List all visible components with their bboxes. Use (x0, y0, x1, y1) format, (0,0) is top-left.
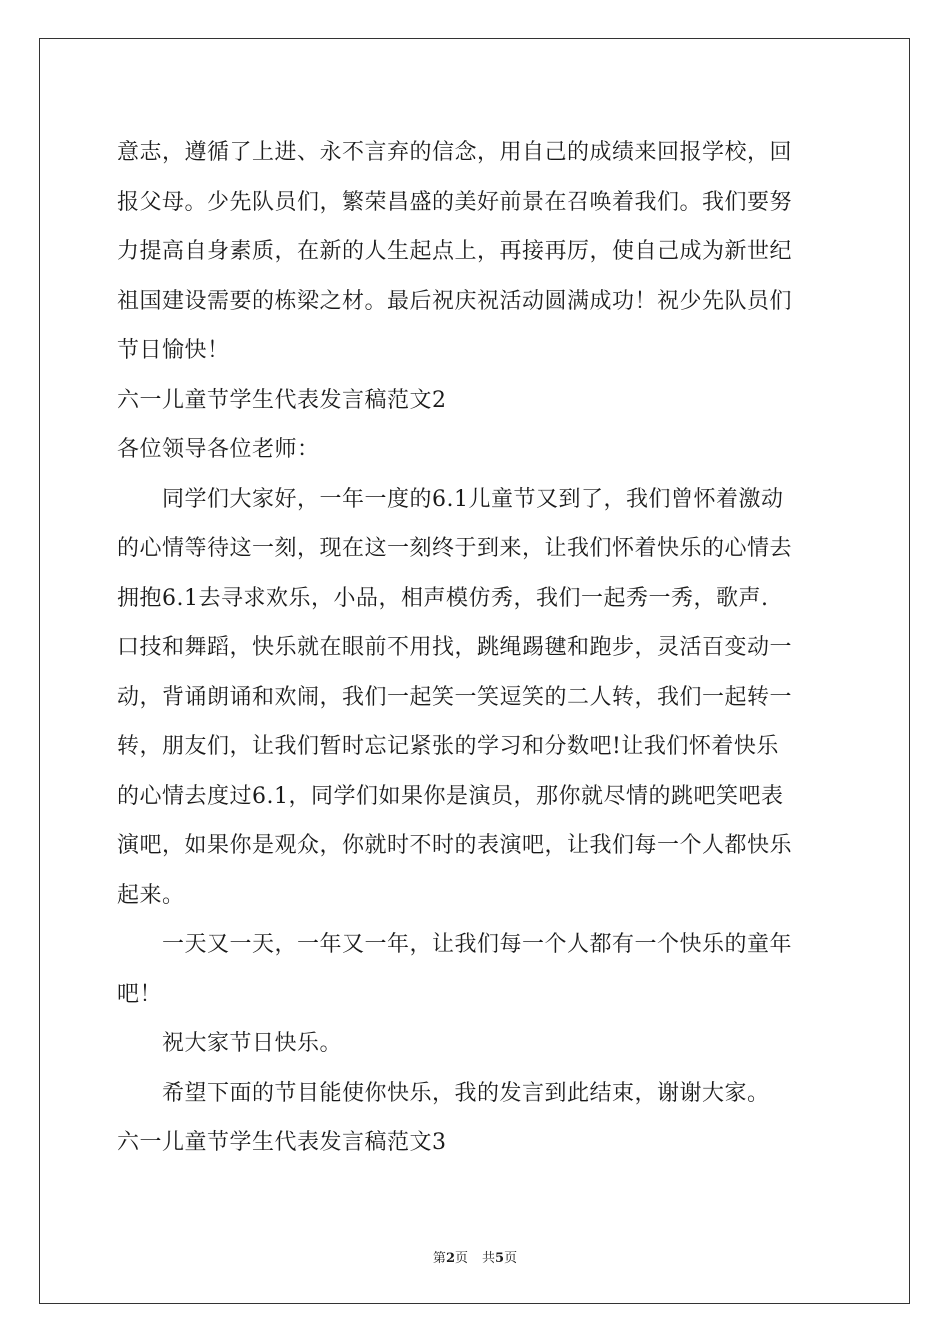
section-heading: 六一儿童节学生代表发言稿范文2 (117, 387, 447, 413)
page-prefix: 第 (432, 1251, 446, 1266)
text-line: 动，背诵朗诵和欢闹，我们一起笑一笑逗笑的二人转，我们一起转一 (117, 684, 793, 710)
text-line: 报父母。少先队员们，繁荣昌盛的美好前景在召唤着我们。我们要努 (117, 189, 793, 215)
text-line: 同学们大家好，一年一度的6.1儿童节又到了，我们曾怀着激动 (162, 486, 784, 512)
text-line: 祖国建设需要的栋梁之材。最后祝庆祝活动圆满成功！祝少先队员们 (117, 288, 793, 314)
text-line: 的心情去度过6.1，同学们如果你是演员，那你就尽情的跳吧笑吧表 (117, 783, 784, 809)
page-footer (0, 1247, 950, 1266)
text-line: 吧！ (117, 981, 163, 1007)
text-line: 的心情等待这一刻，现在这一刻终于到来，让我们怀着快乐的心情去 (117, 536, 793, 561)
text-line: 一天又一天，一年又一年，让我们每一个人都有一个快乐的童年 (162, 932, 793, 957)
text-line: 希望下面的节目能使你快乐，我的发言到此结束，谢谢大家。 (162, 1080, 770, 1106)
page-suffix: 页 (454, 1251, 468, 1266)
document-body (117, 128, 833, 1168)
text-line: 力提高自身素质，在新的人生起点上，再接再厉，使自己成为新世纪 (117, 239, 793, 264)
total-prefix: 共 (482, 1251, 496, 1266)
salutation: 各位领导各位老师： (117, 437, 320, 462)
text-line: 转，朋友们，让我们暂时忘记紧张的学习和分数吧!让我们怀着快乐 (117, 734, 779, 759)
text-line: 演吧，如果你是观众，你就时不时的表演吧，让我们每一个人都快乐 (117, 833, 793, 858)
text-line: 意志，遵循了上进、永不言弃的信念，用自己的成绩来回报学校，回 (117, 140, 793, 165)
text-line: 口技和舞蹈，快乐就在眼前不用找，跳绳踢毽和跑步，灵活百变动一 (117, 635, 793, 660)
text-line: 祝大家节日快乐。 (162, 1031, 343, 1056)
text-line: 节日愉快！ (117, 338, 230, 363)
page-number: 2 (445, 1251, 455, 1266)
section-heading: 六一儿童节学生代表发言稿范文3 (117, 1130, 447, 1155)
total-suffix: 页 (504, 1251, 518, 1266)
text-line: 起来。 (117, 882, 185, 908)
total-pages: 5 (495, 1251, 505, 1266)
text-line: 拥抱6.1去寻求欢乐，小品，相声模仿秀，我们一起秀一秀，歌声. (117, 585, 769, 611)
